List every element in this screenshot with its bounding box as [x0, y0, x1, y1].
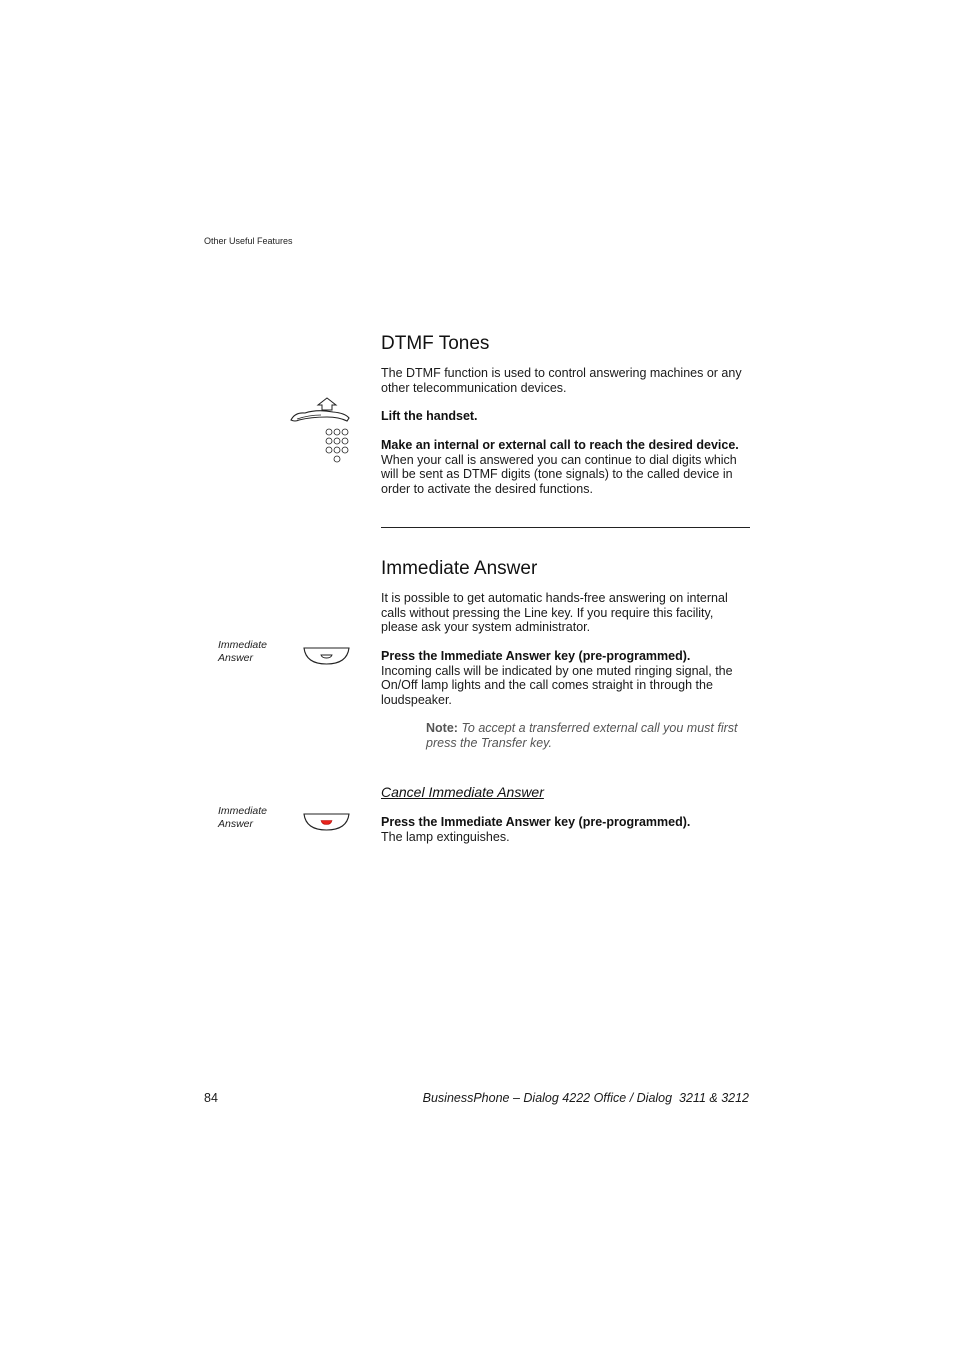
- handset-lift-icon: [287, 396, 351, 424]
- cancel-step-press: [381, 815, 751, 844]
- cancel-step-press-text: The lamp extinguishes.: [381, 829, 510, 844]
- section-divider: [381, 527, 750, 528]
- cancel-step-press-heading: Press the Immediate Answer key (pre-programmed).: [381, 815, 691, 829]
- immediate-step-press-heading: Press the Immediate Answer key (pre-programmed).: [381, 649, 691, 663]
- immediate-answer-key-icon[interactable]: [303, 646, 351, 666]
- footer-title: BusinessPhone – Dialog 4222 Office / Dialog 3211 & 3212: [422, 1091, 749, 1105]
- immediate-step-press: [381, 649, 751, 707]
- dtmf-step-call: [381, 438, 751, 496]
- dtmf-step-call-text: When your call is answered you can continue to dial digits which will be sent as DTMF digits (tone signals) to the called device in order to activate the desired functions.: [381, 452, 737, 496]
- cancel-key-label-line2: Answer: [218, 818, 254, 830]
- cancel-key-label-line1: Immediate: [218, 805, 268, 817]
- immediate-step-press-text: Incoming calls will be indicated by one muted ringing signal, the On/Off lamp lights and the call comes straight in through the loudspeaker.: [381, 663, 733, 707]
- note-label: Note:: [426, 721, 458, 735]
- dtmf-title: DTMF Tones: [381, 333, 490, 354]
- immediate-intro: It is possible to get automatic hands-free answering on internal calls without pressing the Line key. If you require this facility, please ask your system administrator.: [381, 591, 728, 634]
- keypad-icon: [324, 427, 352, 465]
- note-text: To accept a transferred external call you must first press the Transfer key.: [426, 721, 738, 750]
- immediate-key-label: [218, 639, 267, 665]
- cancel-key-label: [218, 805, 267, 831]
- dtmf-step-lift: Lift the handset.: [381, 409, 478, 423]
- immediate-key-label-line1: Immediate: [218, 639, 268, 651]
- immediate-answer-key-lit-icon[interactable]: [303, 812, 351, 832]
- dtmf-step-call-heading: Make an internal or external call to reach the desired device.: [381, 438, 739, 452]
- immediate-key-label-line2: Answer: [218, 652, 254, 664]
- running-head: Other Useful Features: [204, 236, 293, 246]
- immediate-title: Immediate Answer: [381, 558, 538, 579]
- page-number: 84: [204, 1091, 218, 1105]
- cancel-subheading: Cancel Immediate Answer: [381, 784, 544, 800]
- dtmf-intro: The DTMF function is used to control answering machines or any other telecommunication devices.: [381, 366, 742, 395]
- transfer-note: [426, 721, 756, 750]
